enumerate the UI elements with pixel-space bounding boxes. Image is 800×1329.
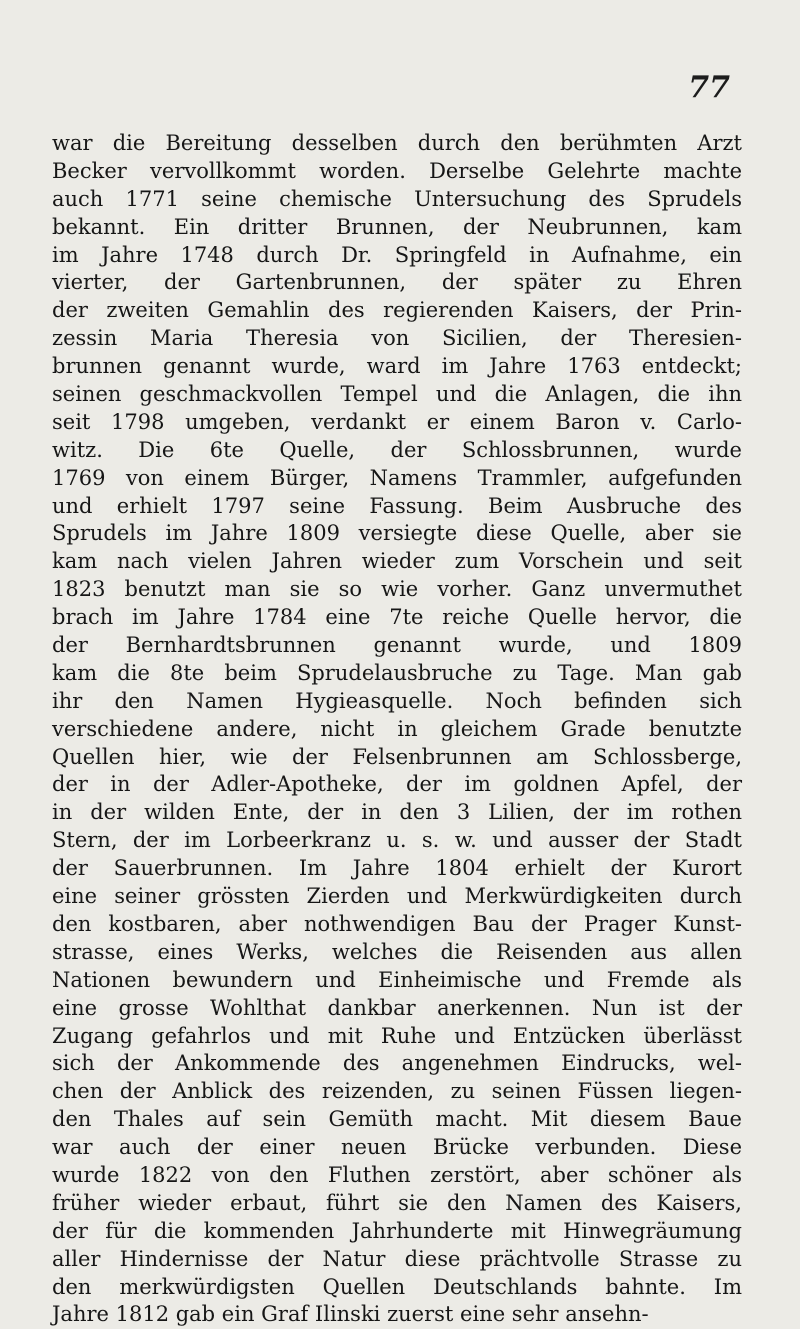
text-line: sich der Ankommende des angenehmen Eindrucks, wel- (52, 1051, 742, 1076)
text-line: Quellen hier, wie der Felsenbrunnen am Schlossberge, (52, 744, 742, 769)
text-line: vierter, der Gartenbrunnen, der später zu Ehren (52, 270, 742, 295)
text-line: war die Bereitung desselben durch den berühmten Arzt (52, 131, 742, 155)
text-line: brunnen genannt wurde, ward im Jahre 1763 entdeckt; (52, 354, 742, 379)
text-line: brach im Jahre 1784 eine 7te reiche Quelle hervor, die (52, 605, 742, 630)
text-line: den Thales auf sein Gemüth macht. Mit diesem Baue (52, 1107, 742, 1132)
text-line: den kostbaren, aber nothwendigen Bau der Prager Kunst- (52, 911, 742, 936)
text-line: und erhielt 1797 seine Fassung. Beim Ausbruche des (52, 493, 742, 518)
text-line: der in der Adler-Apotheke, der im goldnen Apfel, der (52, 772, 742, 797)
text-line: der für die kommenden Jahrhunderte mit Hinwegräumung (52, 1218, 742, 1243)
text-line: seinen geschmackvollen Tempel und die Anlagen, die ihn (52, 382, 742, 407)
text-line: 1823 benutzt man sie so wie vorher. Ganz unvermuthet (52, 577, 742, 602)
text-line: verschiedene andere, nicht in gleichem Grade benutzte (52, 716, 742, 741)
body-text (52, 130, 742, 1329)
text-line: bekannt. Ein dritter Brunnen, der Neubrunnen, kam (52, 214, 742, 239)
text-line: der Sauerbrunnen. Im Jahre 1804 erhielt der Kurort (52, 856, 742, 881)
text-line: eine seiner grössten Zierden und Merkwürdigkeiten durch (52, 884, 742, 909)
text-line: witz. Die 6te Quelle, der Schlossbrunnen, wurde (52, 437, 742, 462)
page-number: 77 (688, 70, 730, 105)
text-line: früher wieder erbaut, führt sie den Namen des Kaisers, (52, 1190, 742, 1215)
text-line: ihr den Namen Hygieasquelle. Noch befinden sich (52, 688, 742, 713)
text-line: kam nach vielen Jahren wieder zum Vorschein und seit (52, 549, 742, 574)
text-line: der Bernhardtsbrunnen genannt wurde, und 1809 (52, 633, 742, 658)
text-line: eine grosse Wohlthat dankbar anerkennen. Nun ist der (52, 995, 742, 1020)
text-line: aller Hindernisse der Natur diese prächtvolle Strasse zu (52, 1246, 742, 1271)
text-line: den merkwürdigsten Quellen Deutschlands bahnte. Im (52, 1274, 742, 1299)
text-line: seit 1798 umgeben, verdankt er einem Baron v. Carlo- (52, 409, 742, 434)
text-line: 1769 von einem Bürger, Namens Trammler, aufgefunden (52, 465, 742, 490)
text-line: Jahre 1812 gab ein Graf Ilinski zuerst eine sehr ansehn- (52, 1302, 649, 1327)
text-line: Becker vervollkommt worden. Derselbe Gelehrte machte (52, 158, 742, 183)
text-line: Sprudels im Jahre 1809 versiegte diese Quelle, aber sie (52, 521, 742, 546)
text-line: zessin Maria Theresia von Sicilien, der Theresien- (52, 326, 742, 351)
text-line: Zugang gefahrlos und mit Ruhe und Entzücken überlässt (52, 1023, 742, 1048)
text-line: Stern, der im Lorbeerkranz u. s. w. und ausser der Stadt (52, 828, 742, 853)
text-line: war auch der einer neuen Brücke verbunden. Diese (52, 1135, 742, 1160)
text-line: Nationen bewundern und Einheimische und Fremde als (52, 967, 742, 992)
text-line: in der wilden Ente, der in den 3 Lilien, der im rothen (52, 800, 742, 825)
text-line: wurde 1822 von den Fluthen zerstört, aber schöner als (52, 1162, 742, 1187)
text-line: chen der Anblick des reizenden, zu seinen Füssen liegen- (52, 1079, 742, 1104)
text-line: im Jahre 1748 durch Dr. Springfeld in Aufnahme, ein (52, 242, 742, 267)
text-line: kam die 8te beim Sprudelausbruche zu Tage. Man gab (52, 660, 742, 685)
text-line: strasse, eines Werks, welches die Reisenden aus allen (52, 939, 742, 964)
text-line: der zweiten Gemahlin des regierenden Kaisers, der Prin- (52, 298, 742, 323)
text-line: auch 1771 seine chemische Untersuchung des Sprudels (52, 186, 742, 211)
